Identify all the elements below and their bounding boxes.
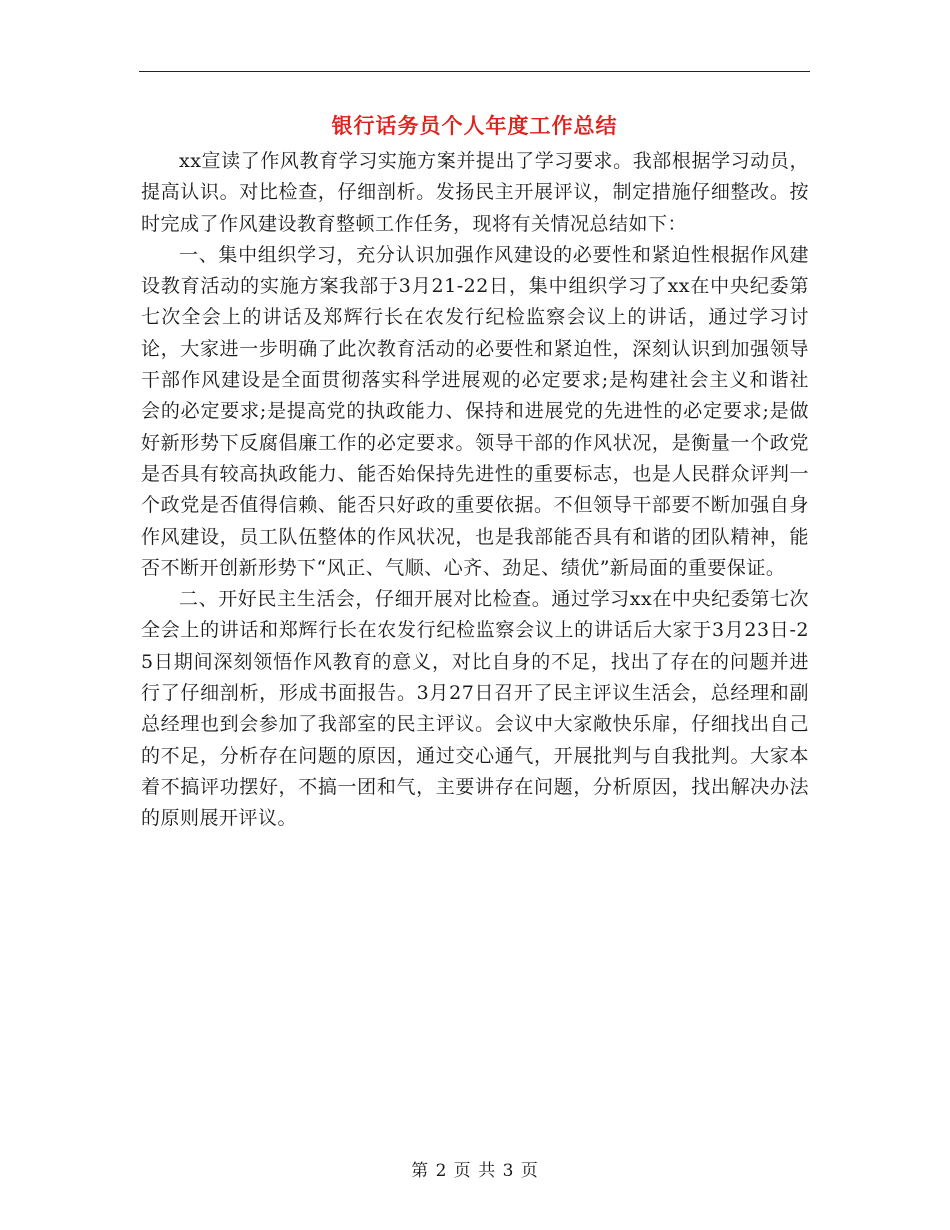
- paragraph-section-1: 一、集中组织学习，充分认识加强作风建设的必要性和紧迫性根据作风建设教育活动的实施方案我部于3月21-22日，集中组织学习了xx在中央纪委第七次全会上的讲话及郑辉行长在农发行纪检监察会议上的讲话，通过学习讨论，大家进一步明确了此次教育活动的必要性和紧迫性，深刻认识到加强领导干部作风建设是全面贯彻落实科学进展观的必定要求;是构建社会主义和谐社会的必定要求;是提高党的执政能力、保持和进展党的先进性的必定要求;是做好新形势下反腐倡廉工作的必定要求。领导干部的作风状况，是衡量一个政党是否具有较高执政能力、能否始保持先进性的重要标志，也是人民群众评判一个政党是否值得信赖、能否只好政的重要依据。不但领导干部要不断加强自身作风建设，员工队伍整体的作风状况，也是我部能否具有和谐的团队精神，能否不断开创新形势下“风正、气顺、心齐、劲足、绩优”新局面的重要保证。: [141, 243, 809, 579]
- document-title: 银行话务员个人年度工作总结: [331, 114, 618, 138]
- header-rule: [139, 71, 810, 72]
- page-number-footer: 第 2 页 共 3 页: [411, 1161, 539, 1181]
- document-body: [141, 146, 809, 835]
- paragraph-intro: xx宣读了作风教育学习实施方案并提出了学习要求。我部根据学习动员，提高认识。对比检查，仔细剖析。发扬民主开展评议，制定措施仔细整改。按时完成了作风建设教育整顿工作任务，现将有关情况总结如下：: [141, 150, 809, 235]
- paragraph-section-2: 二、开好民主生活会，仔细开展对比检查。通过学习xx在中央纪委第七次全会上的讲话和郑辉行长在农发行纪检监察会议上的讲话后大家于3月23日-25日期间深刻领悟作风教育的意义，对比自身的不足，找出了存在的问题并进行了仔细剖析，形成书面报告。3月27日召开了民主评议生活会，总经理和副总经理也到会参加了我部室的民主评议。会议中大家敞快乐扉，仔细找出自己的不足，分析存在问题的原因，通过交心通气，开展批判与自我批判。大家本着不搞评功摆好，不搞一团和气，主要讲存在问题，分析原因，找出解决办法的原则展开评议。: [141, 588, 809, 830]
